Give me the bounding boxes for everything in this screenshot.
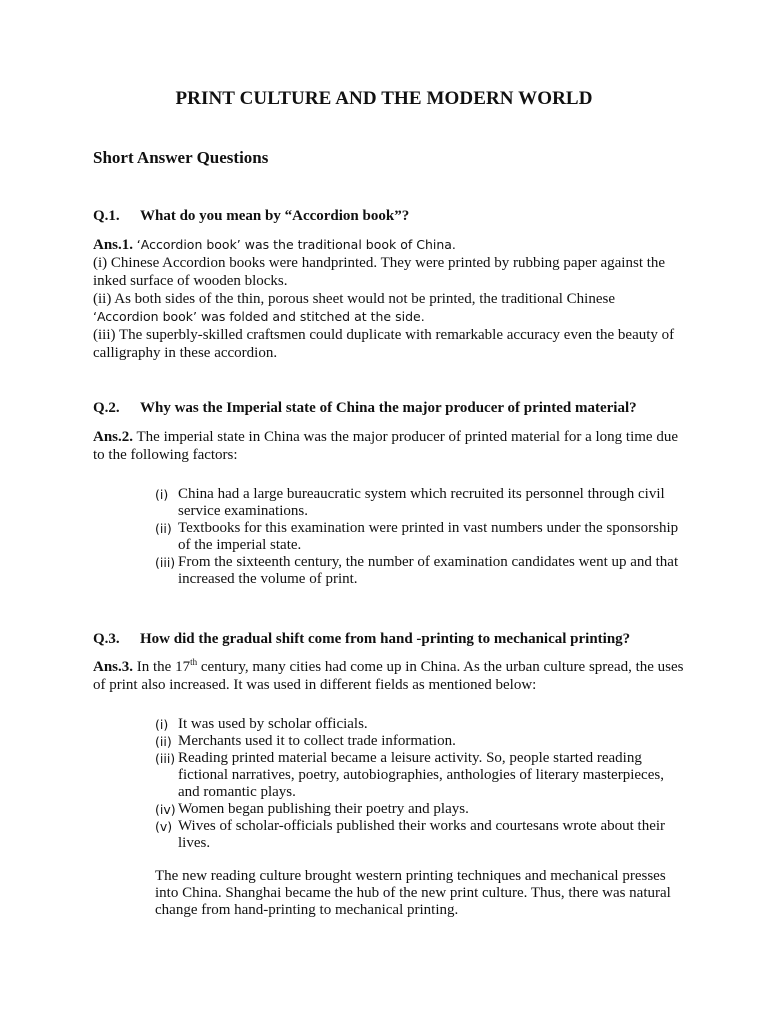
answer-text-rest: century, many cities had come up in China. As the urban culture spread, the uses of print also increased. It was used in different fields as mentioned below: <box>93 659 684 693</box>
answer-1 <box>93 236 693 362</box>
list-item-text: Wives of scholar-officials published their works and courtesans wrote about their lives. <box>178 818 666 851</box>
question-number: Q.2. <box>93 400 120 416</box>
list-item-number: (ii) <box>155 521 172 536</box>
question-text: How did the gradual shift come from hand -printing to mechanical printing? <box>140 631 631 647</box>
list-item <box>155 486 685 520</box>
answer-3-closing: The new reading culture brought western printing techniques and mechanical presses into China. Shanghai became the hub of the new print culture. Thus, there was natural change from hand-printing to mechanical printing. <box>155 868 671 918</box>
list-item-number: (i) <box>155 717 169 732</box>
question-number: Q.1. <box>93 208 120 224</box>
answer-intro: ‘Accordion book’ was the traditional book of China. <box>136 237 456 252</box>
list-item-text: Women began publishing their poetry and plays. <box>178 801 469 817</box>
answer-label: Ans.1. <box>93 237 134 253</box>
answer-2-list <box>155 486 685 588</box>
answer-label: Ans.2. <box>93 429 134 445</box>
list-item-number: (iii) <box>155 555 176 570</box>
list-item-text: China had a large bureaucratic system which recruited its personnel through civil service examinations. <box>178 486 665 519</box>
list-item-text: It was used by scholar officials. <box>178 716 368 732</box>
answer-line-ii-b: ‘Accordion book’ was folded and stitched at the side. <box>93 309 425 324</box>
list-item-number: (i) <box>155 487 169 502</box>
answer-2 <box>93 428 693 464</box>
list-item <box>155 818 685 852</box>
answer-text-start: In the 17 <box>136 659 191 675</box>
list-item-number: (v) <box>155 819 173 834</box>
list-item-number: (iii) <box>155 751 176 766</box>
list-item-number: (iv) <box>155 802 176 817</box>
list-item <box>155 716 685 733</box>
question-text: What do you mean by “Accordion book”? <box>140 208 410 224</box>
answer-3-list <box>155 716 685 852</box>
question-2 <box>93 400 637 417</box>
question-3 <box>93 631 630 648</box>
answer-label: Ans.3. <box>93 659 134 675</box>
list-item <box>155 750 685 801</box>
answer-line-iii: (iii) The superbly-skilled craftsmen could duplicate with remarkable accuracy even the beauty of calligraphy in these accordion. <box>93 327 675 361</box>
answer-text: The imperial state in China was the major producer of printed material for a long time due to the following factors: <box>93 429 678 463</box>
answer-3 <box>93 658 693 694</box>
list-item-text: From the sixteenth century, the number of examination candidates went up and that increased the volume of print. <box>178 554 679 587</box>
question-text: Why was the Imperial state of China the major producer of printed material? <box>140 400 637 416</box>
list-item-text: Reading printed material became a leisure activity. So, people started reading fictional narratives, poetry, autobiographies, anthologies of literary masterpieces, and romantic plays. <box>178 750 664 800</box>
list-item-text: Textbooks for this examination were printed in vast numbers under the sponsorship of the imperial state. <box>178 520 679 553</box>
list-item-text: Merchants used it to collect trade information. <box>178 733 456 749</box>
answer-line-ii-a: (ii) As both sides of the thin, porous sheet would not be printed, the traditional Chinese <box>93 291 616 307</box>
question-number: Q.3. <box>93 631 120 647</box>
list-item-number: (ii) <box>155 734 172 749</box>
document-title: PRINT CULTURE AND THE MODERN WORLD <box>175 88 593 109</box>
answer-line-i: (i) Chinese Accordion books were handprinted. They were printed by rubbing paper against the inked surface of wooden blocks. <box>93 255 666 289</box>
list-item <box>155 520 685 554</box>
list-item <box>155 801 685 818</box>
superscript: th <box>190 657 198 667</box>
list-item <box>155 733 685 750</box>
list-item <box>155 554 685 588</box>
section-heading: Short Answer Questions <box>93 148 269 167</box>
question-1 <box>93 208 409 225</box>
